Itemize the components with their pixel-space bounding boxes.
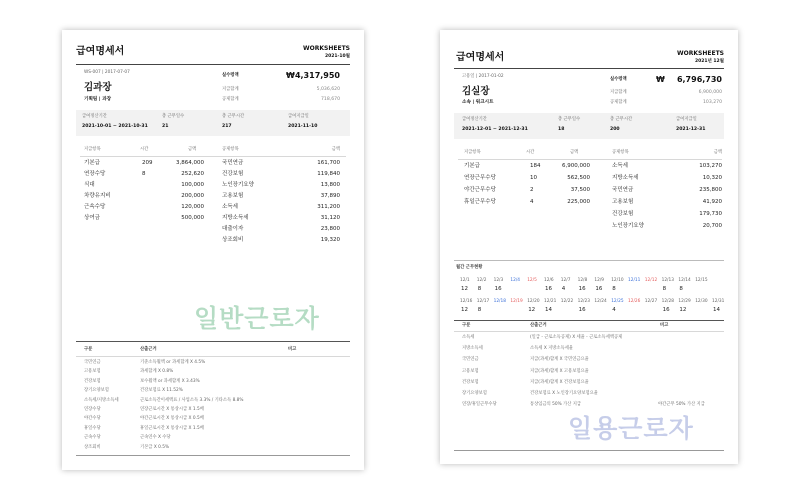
calendar-hours: 16 (578, 286, 586, 292)
info-label: 급여정산기간 (462, 117, 487, 122)
basis-calculation: (일급 - 근로소득공제) X 세율 - 근로소득세액공제 (530, 335, 623, 340)
calendar-hours: 16 (494, 286, 502, 292)
info-label: 총 근무시간 (610, 117, 633, 122)
calendar-date: 12/2 (476, 278, 487, 283)
info-value: 200 (610, 127, 620, 132)
employee-dept: 기획팀 | 과장 (84, 97, 112, 102)
basis-category: 건강보험 (84, 378, 101, 384)
calendar-date: 12/15 (695, 278, 708, 283)
basis-category: 고용보험 (462, 368, 479, 374)
calendar-date: 12/5 (527, 278, 537, 283)
calendar-hours: 4 (561, 286, 566, 292)
calendar-hours: 8 (477, 307, 482, 313)
calendar-date: 12/31 (712, 299, 725, 304)
deductions-header-item: 공제항목 (612, 150, 629, 155)
basis-header-note: 비고 (288, 347, 297, 352)
deduction-amount: 119,840 (317, 171, 340, 177)
deduction-item: 국민연금 (222, 160, 244, 166)
payslip-daily-worker (440, 30, 738, 464)
basis-calculation: 지급(과세)합계 X 국민연금요율 (530, 357, 589, 363)
info-value: 21 (162, 124, 169, 129)
info-label: 급여지급일 (288, 114, 309, 119)
calendar-date: 12/9 (594, 278, 605, 283)
calendar-date: 12/10 (611, 278, 624, 283)
deduction-amount: 235,800 (699, 187, 722, 193)
calendar-hours: 12 (679, 307, 687, 313)
deduction-total-amount: 103,270 (703, 100, 722, 105)
deduction-amount: 311,200 (317, 204, 340, 210)
calendar-date: 12/21 (544, 299, 557, 304)
info-label: 총 근무시간 (222, 114, 245, 119)
earnings-header-time: 시간 (526, 150, 535, 155)
earning-amount: 37,500 (570, 187, 590, 193)
earnings-header-item: 지급항목 (464, 150, 481, 155)
basis-calculation: 소득세 X 지방소득세율 (530, 346, 574, 352)
earning-amount: 120,000 (181, 204, 204, 210)
info-value: 18 (558, 127, 565, 132)
deduction-item: 노인장기요양 (222, 182, 254, 188)
calendar-date: 12/29 (678, 299, 691, 304)
calendar-date: 12/11 (628, 278, 641, 283)
info-label: 급여정산기간 (82, 114, 107, 119)
deduction-amount: 179,730 (699, 211, 722, 217)
calendar-title: 월간 근무현황 (456, 265, 483, 270)
earnings-header-time: 시간 (140, 147, 149, 152)
earning-amount: 252,620 (181, 171, 204, 177)
deduction-amount: 19,320 (320, 237, 340, 243)
net-pay-amount: 4,317,950 (294, 71, 340, 80)
info-value: 217 (222, 124, 232, 129)
earning-amount: 562,500 (567, 175, 590, 181)
basis-category: 지방소득세 (462, 346, 483, 352)
info-label: 총 근무일수 (162, 114, 185, 119)
basis-calculation: 야간근로시간 X 통상시급 X 0.5배 (140, 416, 204, 422)
deduction-amount: 31,120 (320, 215, 340, 221)
calendar-hours: 12 (461, 307, 468, 313)
basis-category: 국민연금 (84, 360, 101, 365)
earning-item: 차량유지비 (84, 193, 111, 199)
deduction-item: 소득세 (612, 163, 628, 169)
deduction-amount: 41,920 (702, 199, 722, 205)
calendar-date: 12/4 (510, 278, 521, 283)
earning-time: 8 (142, 171, 146, 177)
earning-amount: 100,000 (181, 182, 204, 188)
document-title: 급여명세서 (76, 46, 125, 57)
pay-total-amount: 6,900,000 (698, 90, 722, 95)
calendar-hours: 16 (578, 307, 586, 313)
deduction-total-label: 공제합계 (610, 100, 627, 105)
deduction-item: 고용보험 (612, 199, 634, 205)
calendar-date: 12/22 (560, 299, 574, 304)
deduction-item: 소득세 (222, 204, 238, 210)
basis-calculation: 과세합계 X 0.8% (140, 369, 174, 375)
pay-total-label: 지급합계 (222, 87, 239, 92)
calendar-date: 12/8 (577, 278, 588, 283)
basis-calculation: 건강보험료 X 11.52% (140, 388, 183, 394)
calendar-date: 12/3 (493, 278, 504, 283)
basis-category: 상조회비 (84, 444, 101, 450)
deduction-total-label: 공제합계 (222, 97, 239, 102)
calendar-date: 12/27 (644, 299, 658, 304)
calendar-hours: 16 (595, 286, 603, 292)
deduction-item: 대출이자 (222, 226, 244, 232)
earning-time: 209 (142, 160, 153, 166)
basis-top-divider (454, 320, 724, 321)
calendar-date: 12/19 (510, 299, 523, 304)
currency-symbol: ₩ (286, 71, 295, 80)
calendar-top-divider (454, 260, 724, 261)
earning-item: 휴일근무수당 (464, 199, 496, 205)
deduction-item: 국민연금 (612, 187, 634, 193)
earnings-header-amount: 금액 (570, 150, 579, 155)
basis-header-divider (454, 331, 724, 332)
calendar-date: 12/1 (460, 278, 470, 283)
earning-time: 10 (530, 175, 537, 181)
deduction-amount: 20,700 (702, 223, 722, 229)
basis-note: 야간근무 50% 가산 지급 (658, 402, 705, 408)
earning-time: 2 (530, 187, 534, 193)
deduction-amount: 103,270 (699, 163, 722, 169)
pay-period-label: 2021년 12월 (694, 59, 724, 64)
employee-name: 김실장 (462, 86, 490, 97)
calendar-date: 12/26 (628, 299, 641, 304)
basis-category: 근속수당 (84, 435, 101, 441)
earning-amount: 500,000 (181, 215, 204, 221)
basis-calculation: 휴일근로시간 X 통상시급 X 1.5배 (140, 425, 204, 431)
basis-header-divider (76, 356, 350, 357)
deduction-item: 상조회비 (222, 237, 244, 243)
basis-header-calculation: 산출근거 (530, 323, 547, 328)
earning-time: 4 (530, 199, 534, 205)
basis-category: 야간수당 (84, 416, 101, 422)
deduction-amount: 10,320 (702, 175, 722, 181)
basis-header-category: 구분 (84, 347, 93, 352)
table-header-divider (80, 156, 346, 157)
currency-symbol: ₩ (656, 75, 665, 84)
calendar-hours: 8 (477, 286, 482, 292)
basis-category: 소득세/지방소득세 (84, 397, 119, 403)
calendar-date: 12/24 (594, 299, 607, 304)
earning-item: 야간근무수당 (464, 187, 496, 193)
title-divider (454, 68, 724, 69)
calendar-date: 12/18 (493, 299, 506, 304)
deduction-amount: 161,700 (317, 160, 340, 166)
brand-label: WORKSHEETS (303, 45, 350, 52)
deduction-item: 노인장기요양 (612, 223, 644, 229)
basis-top-divider (76, 341, 350, 342)
calendar-date: 12/23 (577, 299, 590, 304)
earning-amount: 3,864,000 (176, 160, 204, 166)
calendar-date: 12/30 (695, 299, 708, 304)
deductions-header-amount: 금액 (713, 150, 722, 155)
calendar-date: 12/7 (560, 278, 571, 283)
employee-name: 김과장 (84, 82, 112, 93)
info-value: 2021-11-10 (288, 124, 318, 129)
basis-calculation: 기준소득월액 or 과세합계 X 4.5% (140, 360, 206, 365)
basis-header-category: 구분 (462, 323, 471, 328)
employee-dept: 소속 | 워크시트 (462, 100, 494, 105)
calendar-date: 12/16 (460, 299, 473, 304)
earning-item: 기본급 (84, 160, 100, 166)
calendar-hours: 14 (713, 307, 720, 313)
basis-category: 휴일수당 (84, 425, 101, 431)
deduction-amount: 13,800 (320, 182, 340, 188)
pay-period-label: 2021-10월 (324, 54, 350, 59)
brand-label: WORKSHEETS (677, 50, 724, 57)
document-title: 급여명세서 (456, 52, 505, 63)
title-divider (76, 64, 350, 65)
earning-item: 연장근무수당 (464, 175, 496, 181)
deduction-amount: 37,890 (320, 193, 340, 199)
deduction-item: 지방소득세 (612, 175, 639, 181)
info-value: 2021-12-01 ~ 2021-12-31 (462, 127, 528, 132)
calendar-date: 12/12 (644, 278, 658, 283)
basis-category: 연장/휴일근무수당 (462, 402, 497, 408)
earnings-header-item: 지급항목 (84, 147, 101, 152)
calendar-hours: 16 (662, 307, 670, 313)
calendar-date: 12/13 (661, 278, 674, 283)
earning-item: 기본급 (464, 163, 480, 169)
calendar-hours: 12 (461, 286, 468, 292)
calendar-date: 12/6 (544, 278, 554, 283)
doc-info: WS-007 | 2017-07-07 (84, 70, 130, 75)
calendar-hours: 16 (545, 286, 552, 292)
calendar-hours: 8 (612, 286, 616, 292)
pay-total-amount: 5,036,620 (316, 87, 340, 92)
basis-calculation: 연장근로시간 X 통상시급 X 1.5배 (140, 407, 204, 412)
earning-item: 식대 (84, 182, 95, 188)
basis-category: 국민연금 (462, 357, 479, 363)
basis-calculation: 통상임금의 50% 가산 지급 (530, 402, 582, 408)
pay-total-label: 지급합계 (610, 90, 627, 95)
calendar-hours: 8 (679, 286, 683, 292)
basis-bottom-divider (454, 450, 724, 451)
earnings-header-amount: 금액 (188, 147, 197, 152)
basis-bottom-divider (76, 455, 350, 456)
basis-calculation: 지급(과세)합계 X 고용보험요율 (530, 368, 589, 374)
earning-item: 연장수당 (84, 171, 106, 177)
basis-calculation: 지급(과세)합계 X 건강보험요율 (530, 379, 589, 385)
basis-calculation: 보수월액 or 과세합계 X 3.43% (140, 378, 200, 384)
basis-category: 연장수당 (84, 407, 101, 412)
net-pay-amount: 6,796,730 (676, 75, 722, 84)
net-pay-label: 실수령액 (610, 77, 627, 82)
info-label: 급여지급일 (676, 117, 697, 122)
calendar-date: 12/17 (476, 299, 490, 304)
basis-calculation: 기본급 X 0.5% (140, 444, 170, 450)
deduction-item: 고용보험 (222, 193, 244, 199)
basis-category: 장기요양보험 (462, 391, 487, 396)
deduction-item: 지방소득세 (222, 215, 249, 221)
deduction-total-amount: 718,670 (321, 97, 340, 102)
deductions-header-amount: 금액 (331, 147, 340, 152)
basis-category: 장기요양보험 (84, 388, 109, 394)
basis-calculation: 근로소득간이세액표 / 사업소득 3.3% / 기타소득 8.8% (140, 397, 244, 403)
basis-header-note: 비고 (660, 323, 669, 328)
basis-category: 건강보험 (462, 379, 479, 385)
watermark-regular-worker: 일반근로자 (194, 304, 320, 333)
payslip-regular-worker (62, 30, 364, 470)
basis-calculation: 건강보험료 X 노인장기요양보험요율 (530, 391, 598, 396)
calendar-hours: 4 (612, 307, 616, 313)
table-header-divider (458, 159, 722, 160)
deduction-amount: 23,800 (320, 226, 340, 232)
earning-amount: 200,000 (181, 193, 204, 199)
calendar-date: 12/14 (678, 278, 691, 283)
watermark-daily-worker: 일용근로자 (568, 414, 694, 443)
calendar-hours: 12 (528, 307, 536, 313)
earning-amount: 225,000 (567, 199, 590, 205)
deduction-item: 건강보험 (222, 171, 244, 177)
deductions-header-item: 공제항목 (222, 147, 239, 152)
basis-category: 소득세 (462, 335, 475, 340)
net-pay-label: 실수령액 (222, 73, 239, 78)
earning-item: 상여금 (84, 215, 100, 221)
earning-item: 근속수당 (84, 204, 106, 210)
basis-category: 고용보험 (84, 369, 101, 375)
earning-amount: 6,900,000 (562, 163, 590, 169)
calendar-hours: 8 (662, 286, 667, 292)
basis-calculation: 근속연수 X 수당 (140, 435, 171, 441)
earning-time: 184 (530, 163, 541, 169)
calendar-date: 12/20 (527, 299, 540, 304)
info-value: 2021-10-01 ~ 2021-10-31 (82, 124, 148, 129)
basis-header-calculation: 산출근거 (140, 347, 157, 352)
deduction-item: 건강보험 (612, 211, 634, 217)
info-value: 2021-12-31 (676, 127, 706, 132)
calendar-hours: 14 (545, 307, 552, 313)
calendar-date: 12/25 (611, 299, 624, 304)
hire-date-info: 고용일 | 2017-01-02 (462, 74, 504, 79)
calendar-date: 12/28 (661, 299, 674, 304)
info-label: 총 근무일수 (558, 117, 581, 122)
